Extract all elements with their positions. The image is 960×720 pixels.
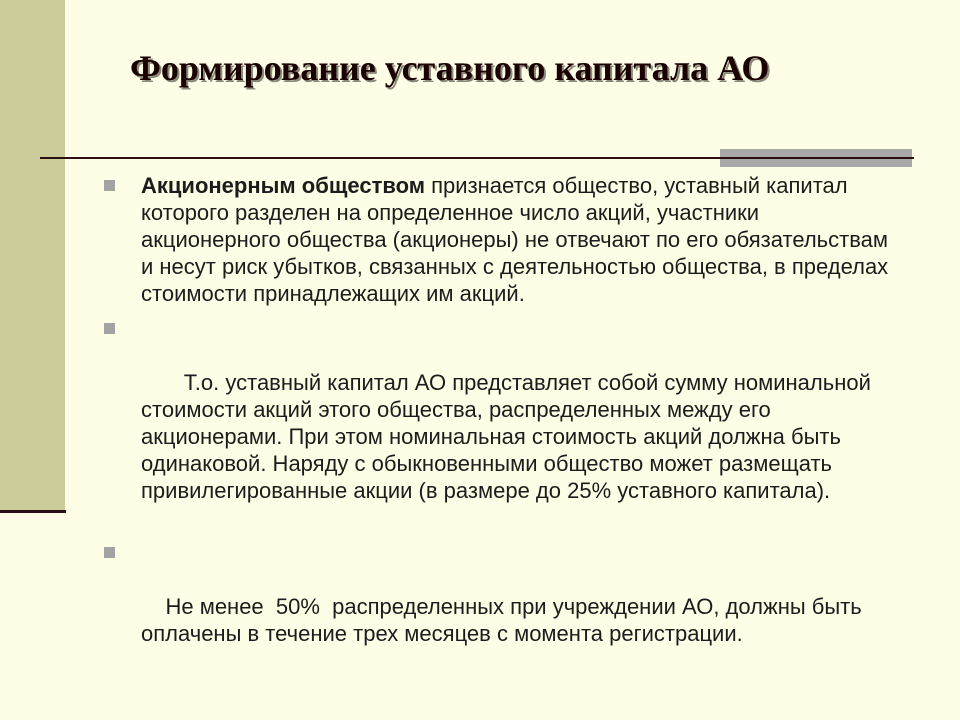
bullet-item [104,315,904,531]
bullet-text: Не менее 50% распределенных при учреждении АО, должны быть оплачены в течение трех месяцев с момента регистрации. [141,594,868,646]
bullet-text: Т.о. уставный капитал АО представляет собой сумму номинальной стоимости акций этого общества, распределенных между его акционерами. При этом номинальная стоимость акций должна быть одинаковой. Наряду с обыкновенными общество может размещать привилегированные акции (в размере до 25% уставного капитала). [141,370,884,503]
square-bullet-icon [104,180,115,191]
bullet-item [104,539,904,674]
bullet-lead-text: Акционерным обществом [141,173,426,198]
slide-title: Формирование уставного капитала АО [130,48,770,88]
sidebar-bottom-rule [0,510,66,513]
square-bullet-icon [104,547,115,558]
square-bullet-icon [104,323,115,334]
bullet-item [104,172,904,307]
bullet-list [104,172,904,682]
bullet-text: признается общество, уставный капитал которого разделен на определенное число акций, участники акционерного общества (акционеры) не отвечают по его обязательствам и несут риск убытков, связанных с деятельностью общества, в пределах стоимости принадлежащих им акций. [141,173,889,306]
sidebar-decoration [0,0,65,512]
title-accent-bar [720,149,912,167]
